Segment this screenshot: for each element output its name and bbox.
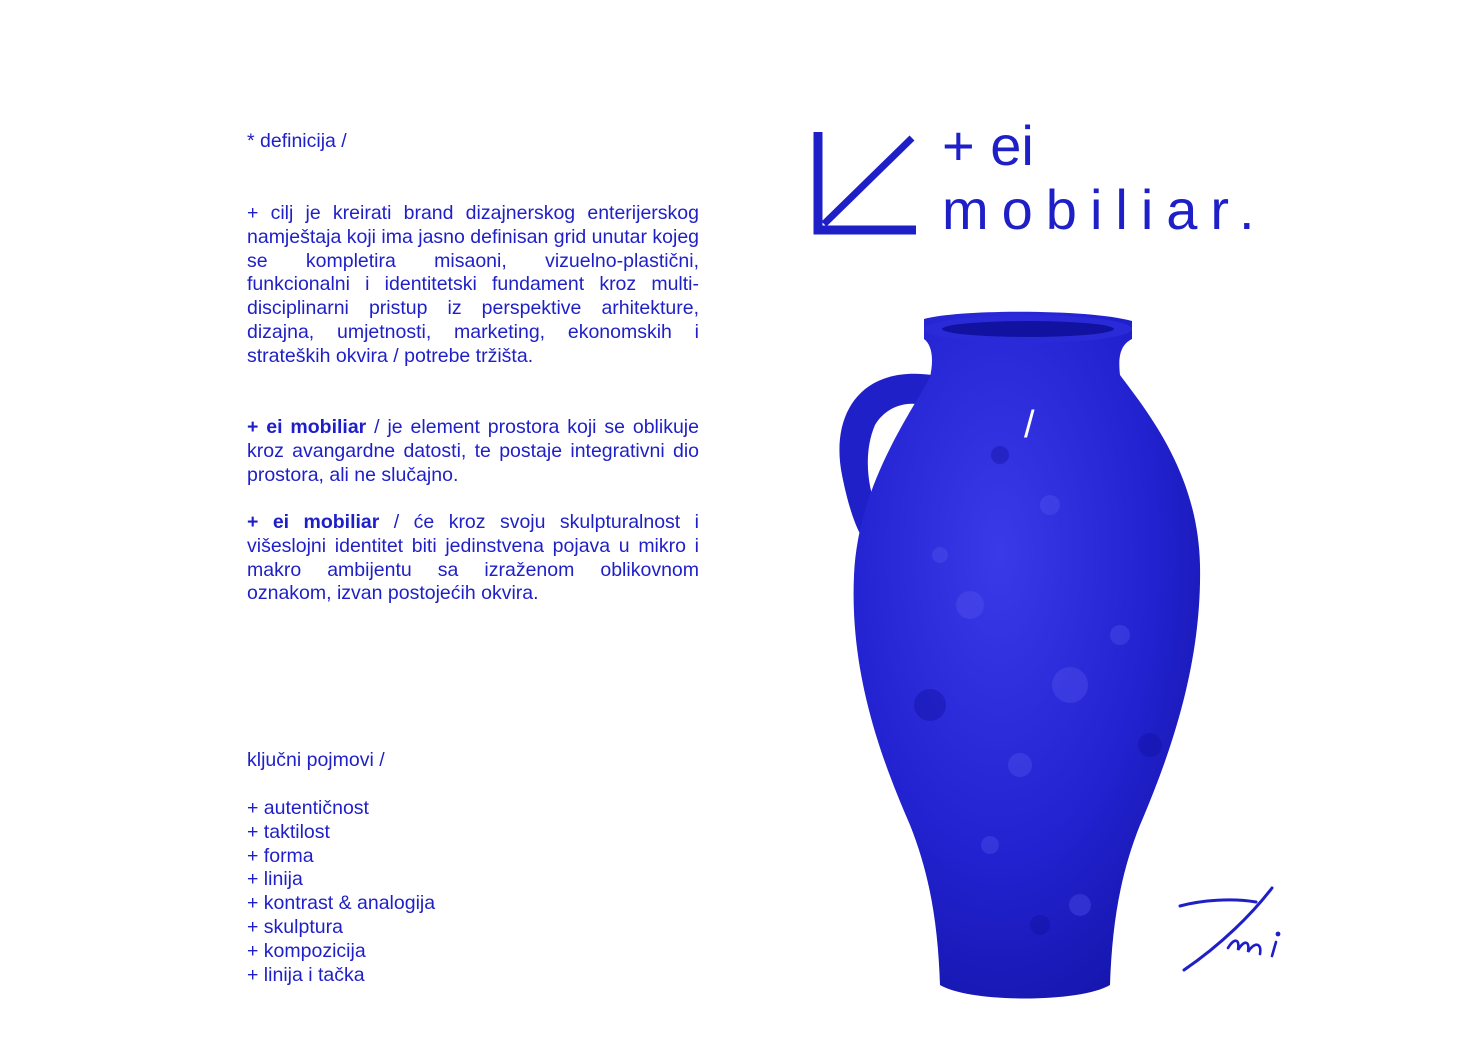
- keyword-item: + kompozicija: [247, 939, 366, 962]
- definition-paragraph-3: [247, 511, 699, 606]
- vase-illustration: [820, 305, 1220, 1005]
- definition-kicker: * definicija /: [247, 130, 347, 152]
- definition-paragraph-1: [247, 202, 699, 369]
- brand-wordmark: [942, 114, 1268, 242]
- keyword-item: + kontrast & analogija: [247, 892, 436, 915]
- keyword-item: + forma: [247, 844, 314, 867]
- keyword-item: + linija i tačka: [247, 963, 365, 986]
- definition-paragraph-2: [247, 416, 699, 487]
- keywords-title: ključni pojmovi /: [247, 749, 385, 771]
- paragraph-3-text: / će kroz svoju skulpturalnost i višeslojni identitet biti jedinstvena pojava u mikro i makro ambijentu sa izraženom oblikovnom oznakom, izvan postojećih okvira.: [247, 511, 699, 605]
- keyword-item: + taktilost: [247, 820, 330, 843]
- paragraph-2-text: / je element prostora koji se oblikuje kroz avangardne datosti, te postaje integrativni dio prostora, ali ne slučajno.: [247, 416, 699, 486]
- keyword-item: + linija: [247, 868, 303, 891]
- keywords-list: [247, 797, 435, 987]
- keyword-item: + skulptura: [247, 915, 343, 938]
- keyword-item: + autentičnost: [247, 797, 369, 819]
- vase-overlay-slash: /: [1024, 404, 1035, 446]
- paragraph-1-text: + cilj je kreirati brand dizajnerskog enterijerskog namještaja koji ima jasno definisan grid unutar kojeg se kompletira misaoni, vizuelno-plastični, funkcionalni i identitetski fundament kroz multi-disciplinarni pristup iz perspektive arhitekture, dizajna, umjetnosti, marketing, ekonomskih i strateških okvira / potrebe tržišta.: [247, 202, 700, 367]
- brand-line-1: + ei: [942, 114, 1034, 177]
- brand-mention: + ei mobiliar: [247, 511, 380, 533]
- signature: [1172, 884, 1288, 976]
- brand-mention: + ei mobiliar: [247, 416, 367, 438]
- brand-line-2: mobiliar.: [942, 178, 1268, 241]
- corner-arrow-logo-icon: [812, 130, 920, 238]
